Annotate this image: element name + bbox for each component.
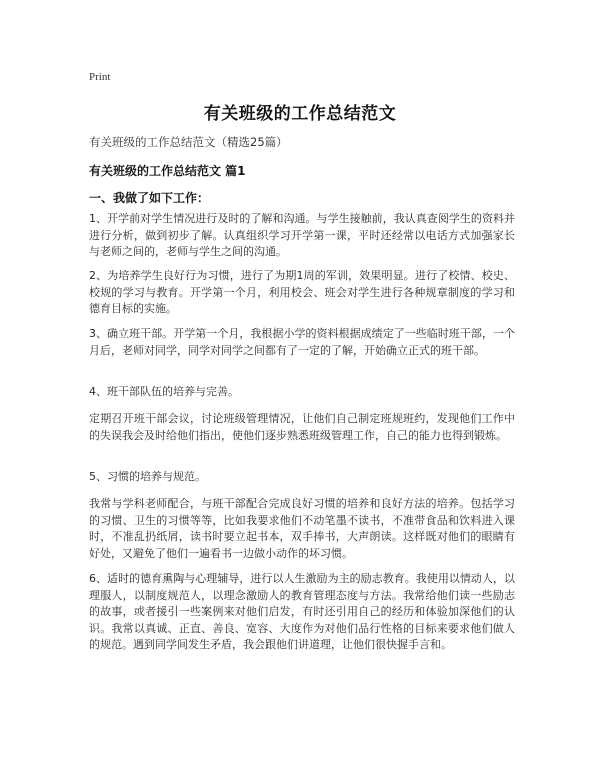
print-link[interactable]: Print — [89, 71, 111, 83]
section-heading: 一、我做了如下工作： — [89, 191, 210, 205]
paragraph-5: 定期召开班干部会议，讨论班级管理情况，让他们自己制定班规班约，发现他们工作中的失误我会及时给他们指出，使他们逐步熟悉班级管理工作，自己的能力也得到锻炼。 — [89, 412, 515, 442]
paragraph-2: 2、为培养学生良好行为习惯，进行了为期1周的军训，效果明显。进行了校情、校史、校规的学习与教育。开学第一个月，利用校会、班会对学生进行各种规章制度的学习和德育目标的实施。 — [89, 269, 515, 315]
paragraph-8: 6、适时的德育熏陶与心理辅导，进行以人生激励为主的励志教育。我使用以情动人，以理服人，以制度规范人，以理念激励人的教育管理态度与方法。我常给他们读一些励志的故事，或者援引一些案例来对他们启发，有时还引用自己的经历和体验加深他们的认识。我常以真诚、正直、善良、宽容、大度作为对他们品行性格的目标来要求他们做人的规范。遇到同学间发生矛盾，我会跟他们讲道理，让他们很快握手言和。 — [89, 572, 515, 651]
document-subtitle: 有关班级的工作总结范文（精选25篇） — [89, 135, 288, 149]
section-title: 有关班级的工作总结范文 篇1 — [89, 164, 246, 178]
paragraph-1: 1、开学前对学生情况进行及时的了解和沟通。与学生接触前，我认真查阅学生的资料并进行分析，做到初步了解。认真组织学习开学第一课，平时还经常以电话方式加强家长与老师之间的，老师与学生之间的沟通。 — [89, 212, 515, 258]
page-title: 有关班级的工作总结范文 — [203, 104, 397, 124]
paragraph-4: 4、班干部队伍的培养与完善。 — [89, 385, 239, 398]
paragraph-7: 我常与学科老师配合，与班干部配合完成良好习惯的培养和良好方法的培养。包括学习的习惯、卫生的习惯等等，比如我要求他们不动笔墨不读书，不准带食品和饮料进入课时，不准乱扔纸屑，读书时要立起书本，双手捧书，大声朗读。这样既对他们的眼睛有好处，又避免了他们一遍看书一边做小动作的坏习惯。 — [89, 497, 515, 560]
paragraph-3: 3、确立班干部。开学第一个月，我根据小学的资料根据成绩定了一些临时班干部，一个月后，老师对同学，同学对同学之间都有了一定的了解，开始确立正式的班干部。 — [89, 327, 515, 357]
paragraph-6: 5、习惯的培养与规范。 — [89, 470, 206, 483]
